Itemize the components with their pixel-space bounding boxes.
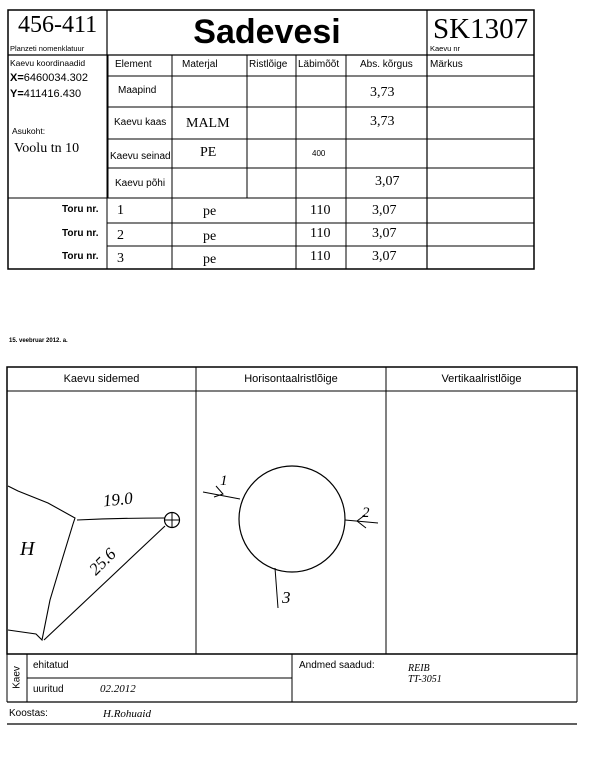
pipe-diameter-2: 110 [310, 226, 331, 241]
location-label: Asukoht: [12, 126, 46, 136]
well-number: SK1307 [433, 13, 529, 45]
page-title: Sadevesi [193, 13, 341, 51]
nomenclature-label: Planzeti nomenklatuur [10, 44, 85, 53]
pipe-height-1: 3,07 [372, 203, 397, 218]
pipe-nr-2: 2 [117, 228, 124, 243]
y-value: 411416.430 [23, 88, 82, 100]
nomenclature-value: 456-411 [18, 12, 98, 38]
vertical-section-title: Vertikaalristlõige [441, 373, 522, 385]
author-label: Koostas: [9, 708, 48, 719]
col-header-abs-height: Abs. kõrgus [360, 59, 413, 70]
ties-distance-2: 25.6 [85, 544, 120, 579]
row-element-cover: Kaevu kaas [114, 117, 167, 128]
y-label: Y= [10, 88, 24, 100]
horizontal-section-drawing [203, 466, 378, 608]
pipe-nr-3: 3 [117, 251, 124, 266]
pipe-material-1: pe [203, 204, 217, 219]
row-material-cover: MALM [186, 116, 230, 131]
location-value: Voolu tn 10 [14, 141, 80, 156]
pipe-diameter-3: 110 [310, 249, 331, 264]
col-header-material: Materjal [182, 59, 218, 70]
built-label: ehitatud [33, 660, 69, 671]
pipe-material-3: pe [203, 252, 217, 267]
data-source-value-1: REIB [408, 663, 430, 674]
author-value: H.Rohuaid [103, 708, 151, 720]
date-text: 15. veebruar 2012. a. [9, 338, 68, 344]
row-element-ground: Maapind [118, 85, 157, 96]
row-diameter-walls: 400 [312, 149, 326, 158]
pipe-mark-2: 2 [362, 505, 370, 521]
col-header-remarks: Märkus [430, 59, 463, 70]
pipe-mark-1: 1 [220, 473, 228, 489]
pipe-height-3: 3,07 [372, 249, 397, 264]
y-coordinate [10, 88, 81, 100]
pipe-label-3: Toru nr. [62, 251, 99, 262]
pipe-height-2: 3,07 [372, 226, 397, 241]
ties-note-h: H [20, 538, 35, 560]
horizontal-section-title: Horisontaalristlõige [244, 373, 338, 385]
x-coordinate [10, 72, 88, 84]
surveyed-label: uuritud [33, 684, 64, 695]
data-source-label: Andmed saadud: [299, 660, 375, 671]
pipe-diameter-1: 110 [310, 203, 331, 218]
row-element-bottom: Kaevu põhi [115, 178, 166, 189]
x-value: 6460034.302 [23, 72, 88, 84]
x-label: X= [10, 72, 24, 84]
col-header-element: Element [115, 59, 152, 70]
row-element-walls: Kaevu seinad [110, 151, 171, 162]
manhole-symbol [165, 513, 180, 528]
col-header-diameter: Läbimõõt [298, 59, 340, 70]
pipe-material-2: pe [203, 229, 217, 244]
ties-distance-1: 19.0 [102, 488, 134, 511]
ties-column-title: Kaevu sidemed [63, 373, 140, 385]
pipe-label-2: Toru nr. [62, 228, 99, 239]
pipe-label-1: Toru nr. [62, 204, 99, 215]
surveyed-value: 02.2012 [100, 683, 136, 695]
row-height-ground: 3,73 [370, 85, 395, 100]
col-header-cross-section: Ristlõige [249, 59, 288, 70]
footer-side-label: Kaev [11, 666, 23, 689]
coords-label: Kaevu koordinaadid [10, 58, 86, 68]
pipe-mark-3: 3 [282, 588, 291, 607]
data-source-value-2: TT-3051 [408, 674, 442, 685]
row-material-walls: PE [200, 145, 217, 160]
row-height-cover: 3,73 [370, 114, 395, 129]
well-number-label: Kaevu nr [430, 44, 461, 53]
row-height-bottom: 3,07 [375, 174, 400, 189]
pipe-nr-1: 1 [117, 203, 124, 218]
